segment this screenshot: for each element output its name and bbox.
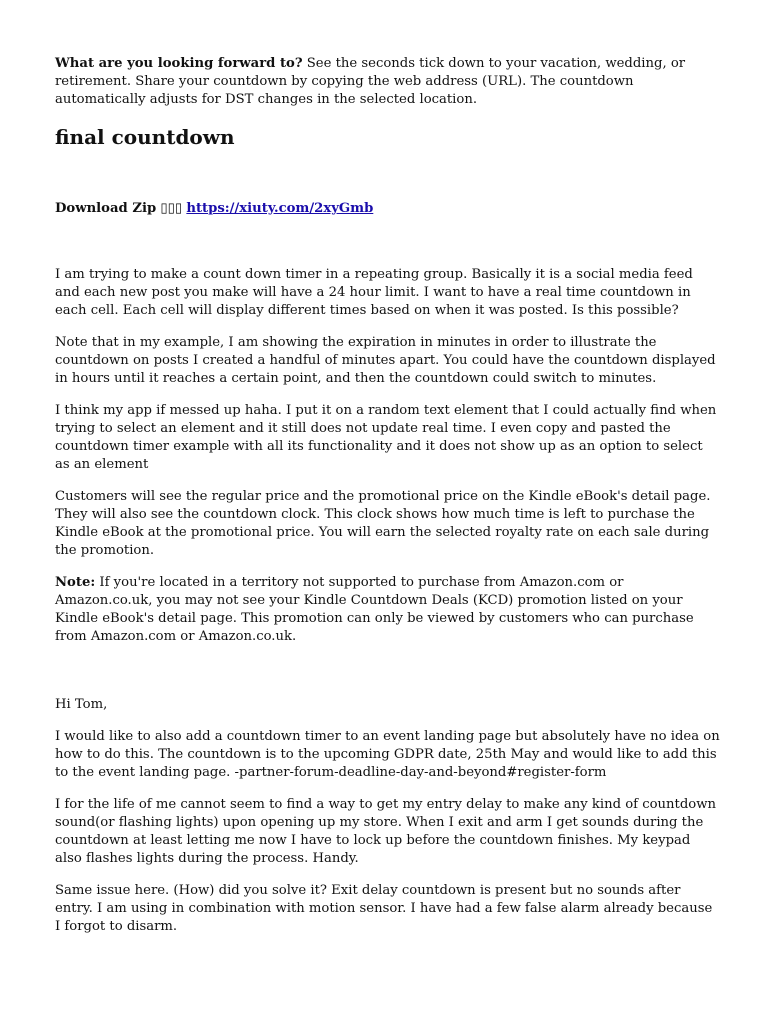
note-text: If you're located in a territory not supported to purchase from Amazon.com or Amazon.co.uk, you may not see your Kindle Countdown Deals (KCD) promotion listed on your Kindle eBook's detail page. This promotion can only be viewed by customers who can purchase from Amazon.com or Amazon.co.uk. bbox=[55, 575, 694, 644]
placeholder-glyphs: ▯▯▯ bbox=[156, 201, 187, 216]
note-label: Note: bbox=[55, 575, 96, 590]
download-label: Download Zip bbox=[55, 201, 157, 216]
paragraph-5: I would like to also add a countdown timer to an event landing page but absolutely have no idea on how to do this. The countdown is to the upcoming GDPR date, 25th May and would like to add this to the event landing page. -partner-forum-deadline-day-and-beyond#register-form bbox=[55, 729, 720, 780]
note-paragraph bbox=[55, 574, 720, 646]
paragraph-7: Same issue here. (How) did you solve it? Exit delay countdown is present but no sounds after entry. I am using in combination with motion sensor. I have had a few false alarm already because I forgot to disarm. bbox=[55, 883, 713, 934]
download-link[interactable]: https://xiuty.com/2xyGmb bbox=[186, 201, 374, 216]
paragraph-3: I think my app if messed up haha. I put it on a random text element that I could actually find when trying to select an element and it still does not update real time. I even copy and pasted the countdown timer example with all its functionality and it does not show up as an option to select as an element bbox=[55, 403, 717, 472]
greeting: Hi Tom, bbox=[55, 697, 108, 712]
intro-lead: What are you looking forward to? bbox=[55, 56, 303, 71]
intro-paragraph bbox=[55, 55, 720, 109]
paragraph-4: Customers will see the regular price and the promotional price on the Kindle eBook's detail page. They will also see the countdown clock. This clock shows how much time is left to purchase the Kindle eBook at the promotional price. You will earn the selected royalty rate on each sale during the promotion. bbox=[55, 489, 711, 558]
paragraph-2: Note that in my example, I am showing the expiration in minutes in order to illustrate the countdown on posts I created a handful of minutes apart. You could have the countdown displayed in hours until it reaches a certain point, and then the countdown could switch to minutes. bbox=[55, 335, 716, 386]
paragraph-1: I am trying to make a count down timer in a repeating group. Basically it is a social media feed and each new post you make will have a 24 hour limit. I want to have a real time countdown in each cell. Each cell will display different times based on when it was posted. Is this possible? bbox=[55, 267, 693, 318]
page-title: final countdown bbox=[55, 125, 235, 149]
paragraph-6: I for the life of me cannot seem to find a way to get my entry delay to make any kind of countdown sound(or flashing lights) upon opening up my store. When I exit and arm I get sounds during the countdown at least letting me now I have to lock up before the countdown finishes. My keypad also flashes lights during the process. Handy. bbox=[55, 797, 717, 866]
download-line bbox=[55, 200, 720, 218]
document-body bbox=[55, 55, 720, 950]
intro-text: See the seconds tick down to your vacation, wedding, or retirement. Share your countdown by copying the web address (URL). The countdown automatically adjusts for DST changes in the selected location. bbox=[55, 56, 686, 107]
spacer bbox=[55, 660, 720, 696]
spacer bbox=[55, 218, 720, 266]
